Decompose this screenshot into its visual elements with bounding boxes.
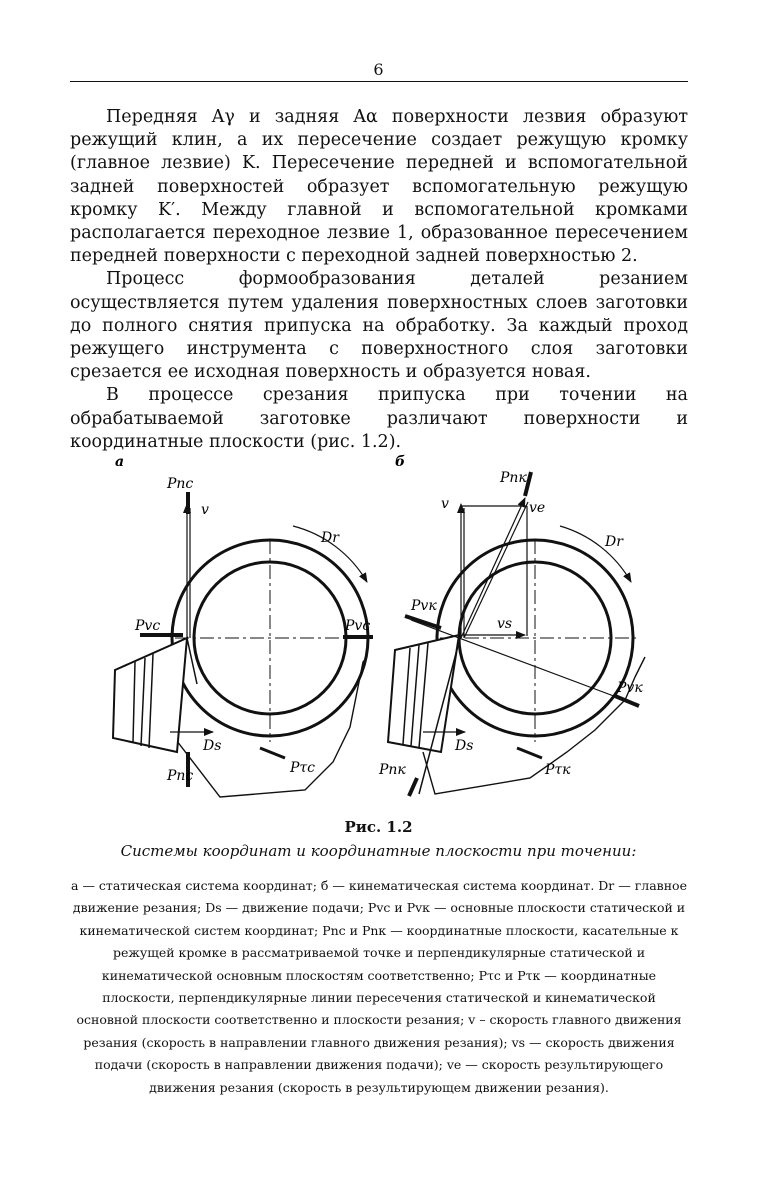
panel-a-label: а (115, 454, 125, 470)
panel-b-pnk-plane-bottom (409, 778, 417, 796)
panel-a-pnc-bottom-label: Pnc (167, 768, 194, 784)
panel-b-v-label: v (441, 496, 449, 512)
panel-a (113, 454, 373, 797)
panel-a-pvc-left-label: Pvc (135, 618, 161, 634)
panel-a-v-label: v (201, 502, 209, 518)
panel-b-ptk-label: Pτк (545, 762, 571, 778)
panel-a-ptc-label: Pτc (290, 760, 316, 776)
panel-a-ptc-plane (260, 748, 285, 758)
panel-b-pnk-top-label: Pnк (500, 470, 527, 486)
paragraph-2: Процесс формообразования деталей резанием осуществляется путем удаления поверхностных слоев заготовки до полного снятия припуска на обработку. За каждый проход режущего инструмента с поверхностного слоя заготовки срезается ее исходная поверхность и образуется новая. (70, 269, 688, 383)
page-number: 6 (373, 60, 384, 79)
panel-b-ptk-plane (517, 748, 542, 758)
panel-b-ve-label: ve (529, 500, 546, 516)
panel-a-pnc-top-label: Pnc (167, 476, 194, 492)
panel-b-dr-label: Dr (605, 534, 623, 550)
panel-b-pnk-bottom-label: Pnк (379, 762, 406, 778)
panel-b-pvk-plane-left (405, 616, 441, 628)
panel-b-pvk-right-label: Pvк (617, 680, 643, 696)
panel-b-label: б (395, 454, 406, 470)
header-rule (70, 81, 688, 82)
figure-legend: а — статическая система координат; б — кинематическая система координат. Dr — главное движение резания; Ds — движение подачи; Pvc и Pvк — основные плоскости статической и кинематической систем координат; Pnc и Pnк — координатные плоскости, касательные к режущей кромке в рассматриваемой точке и перпендикулярные статической и кинематической основным плоскостям соответственно; Pτc и Pτк — координатные плоскости, перпендикулярные линии пересечения статической и кинематической основной плоскости соответственно и плоскости резания; v – скорость главного движения резания (скорость в направлении главного движения резания); vs — скорость движения подачи (скорость в направлении движения подачи); ve — скорость результирующего движения резания (скорость в результирующем движении резания). (71, 878, 687, 1095)
panel-b-pvk-left-label: Pvк (411, 598, 437, 614)
panel-a-cutting-tool (113, 638, 197, 752)
panel-a-pvc-right-label: Pvc (345, 618, 371, 634)
figure-title: Рис. 1.2 (344, 818, 413, 836)
paragraph-1: Передняя Aγ и задняя Aα поверхности лезвия образуют режущий клин, а их пересечение создает режущую кромку (главное лезвие) K. Пересечение передней и вспомогательной задней поверхностей образует вспомогательную режущую кромку K′. Между главной и вспомогательной кромками располагается переходное лезвие 1, образованное пересечением передней поверхности с переходной задней поверхностью 2. (70, 107, 688, 267)
panel-b-pvk-plane-right (615, 696, 639, 706)
panel-b-ds-label: Ds (455, 738, 474, 754)
panel-a-workpiece-outline (170, 657, 367, 797)
panel-a-dr-label: Dr (321, 530, 339, 546)
panel-b-cutting-tool (388, 635, 459, 752)
panel-b-ve-arrow (461, 498, 525, 638)
figure-subtitle: Системы координат и координатные плоскости при точении: (120, 842, 637, 860)
body-text (70, 106, 688, 454)
panel-b (378, 454, 645, 796)
panel-b-vs-label: vs (497, 616, 513, 632)
panel-a-ds-label: Ds (203, 738, 222, 754)
paragraph-3: В процессе срезания припуска при точении на обрабатываемой заготовке различают поверхности и координатные плоскости (рис. 1.2). (70, 385, 688, 452)
panel-b-workpiece-outline (423, 657, 645, 794)
figure-svg (105, 452, 665, 804)
figure-1-2 (105, 452, 665, 804)
